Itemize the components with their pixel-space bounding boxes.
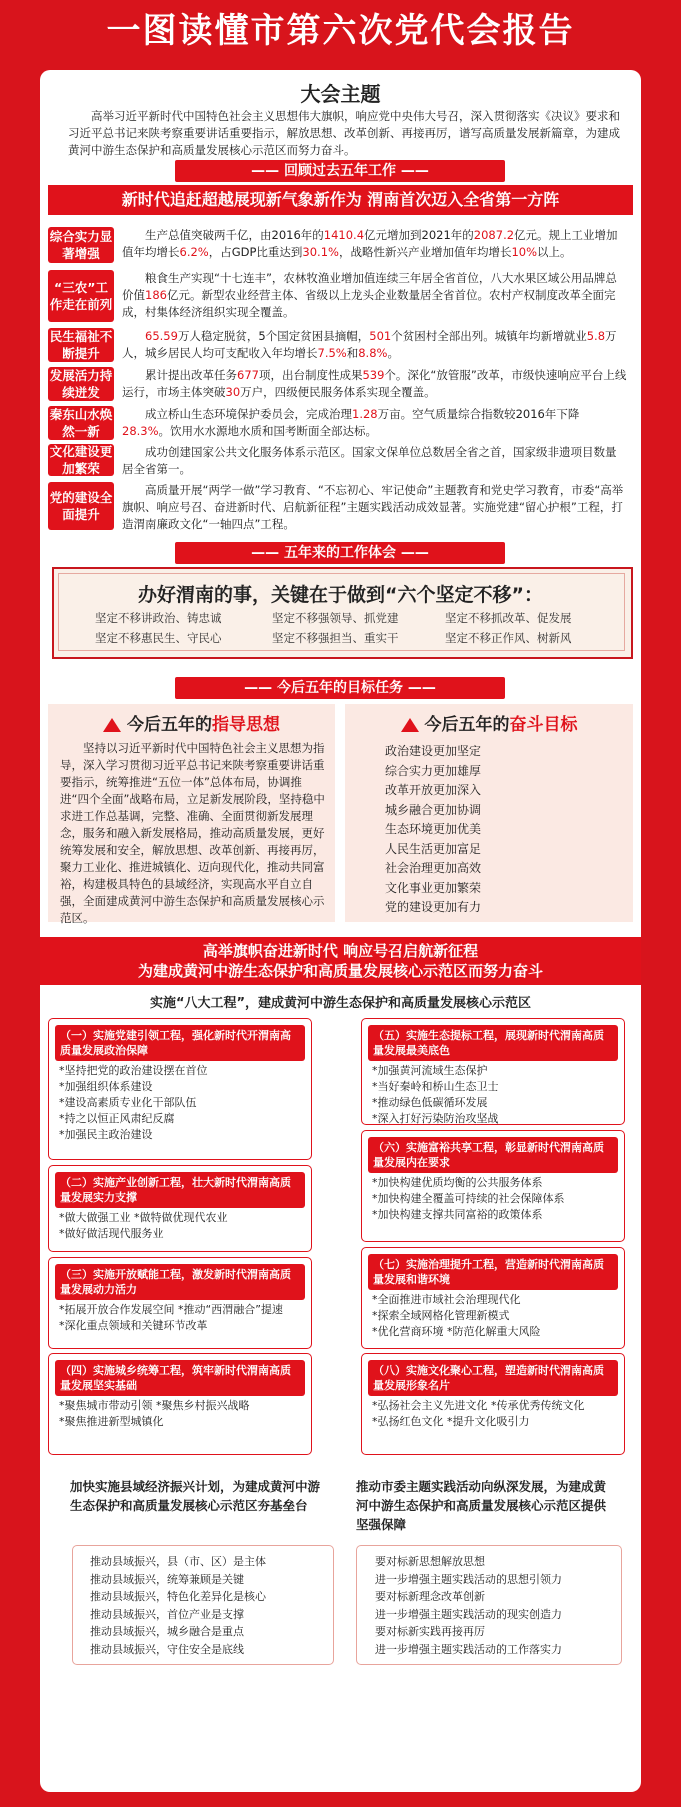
review-banner: 新时代追赶超越展现新气象新作为 渭南首次迈入全省第一方阵: [48, 185, 633, 215]
project-item: *做好做活现代服务业: [59, 1227, 164, 1240]
highlight-number: 539: [362, 368, 385, 382]
project-item: *推动绿色低碳循环发展: [372, 1096, 488, 1109]
theme-title: 大会主题: [300, 82, 381, 106]
project-item: *全面推进市域社会治理现代化: [372, 1293, 521, 1306]
project-item: *建设高素质专业化干部队伍: [59, 1096, 197, 1109]
highlight-number: 65.59: [145, 329, 178, 343]
guide-title: 今后五年的指导思想: [48, 710, 335, 735]
review-row-label: 文化建设更加繁荣: [49, 444, 113, 476]
highlight-number: 2087.2: [473, 228, 515, 242]
project-item: *持之以恒正风肃纪反腐: [59, 1112, 175, 1125]
review-row-text: 粮食生产实现“十七连丰”，农林牧渔业增加值连续三年居全省首位，八大水果区域公用品牌总价值186亿元。新型农业经营主体、省级以上龙头企业数量居全省首位。农村产权制度改革全面完成，村集体经济组织实现全覆盖。: [122, 271, 617, 319]
highlight-number: 7.5%: [317, 346, 347, 360]
project-item: *深入打好污染防治攻坚战: [372, 1112, 499, 1125]
review-row-text: 成立桥山生态环境保护委员会，完成治理1.28万亩。空气质量综合指数较2016年下降28.3%。饮用水水源地水质和国考断面全部达标。: [122, 407, 580, 438]
project-item: *聚焦推进新型城镇化: [59, 1415, 164, 1428]
project-card: [48, 1165, 312, 1252]
goal-item: 生态环境更加优美: [385, 822, 482, 836]
highlight-number: 501: [369, 329, 392, 343]
highlight-number: 5.8: [586, 329, 606, 343]
highlight-number: 8.8%: [358, 346, 388, 360]
experience-item: 坚定不移正作风、树新风: [445, 631, 572, 645]
highlight-number: 6.2%: [179, 245, 209, 259]
review-row-text: 成功创建国家公共文化服务体系示范区。国家文保单位总数居全省之首，国家级非遗项目数量居全省第一。: [122, 445, 617, 476]
review-row-text: 累计提出改革任务677项，出台制度性成果539个。深化“放管服”改革，市级快速响应平台上线运行，市场主体突破30万户，四级便民服务体系实现全覆盖。: [122, 368, 627, 399]
project-heading: （六）实施富裕共享工程，彰显新时代渭南高质量发展内在要求: [368, 1137, 618, 1173]
project-item: *做大做强工业 *做特做优现代农业: [59, 1211, 228, 1224]
review-row-label: 民生福祉不断提升: [49, 329, 113, 361]
goals-section-title: —— 今后五年的目标任务 ——: [175, 677, 505, 699]
goal-item: 综合实力更加雄厚: [385, 763, 482, 778]
goal-item: 文化事业更加繁荣: [385, 880, 482, 895]
project-items: [59, 1398, 305, 1430]
experience-item: 坚定不移强领导、抓党建: [272, 611, 399, 625]
review-row-label: “三农”工作走在前列: [48, 270, 114, 322]
project-item: *拓展开放合作发展空间 *推动“西渭融合”提速: [59, 1303, 283, 1316]
project-items: [59, 1210, 305, 1242]
project-item: *当好秦岭和桥山生态卫士: [372, 1080, 499, 1093]
project-item: *弘扬红色文化 *提升文化吸引力: [372, 1415, 530, 1428]
review-row-text: 生产总值突破两千亿，由2016年的1410.4亿元增加到2021年的2087.2亿元。规上工业增加值年均增长6.2%，占GDP比重达到30.1%，战略性新兴产业增加值年均增长10%以上。: [122, 228, 618, 259]
practice-item: 要对标新思想解放思想: [375, 1555, 485, 1568]
project-card: [361, 1353, 625, 1455]
goal-item: 城乡融合更加协调: [385, 802, 482, 817]
page-title: 一图读懂市第六次党代会报告: [106, 11, 575, 51]
goal-item: 党的建设更加有力: [385, 900, 482, 914]
county-item: 推动县域振兴，城乡融合是重点: [90, 1625, 244, 1638]
triangle-icon: [103, 718, 121, 732]
project-items: [372, 1292, 618, 1340]
project-item: *弘扬社会主义先进文化 *传承优秀传统文化: [372, 1399, 585, 1412]
project-heading: （一）实施党建引领工程，强化新时代开渭南高质量发展政治保障: [55, 1025, 305, 1061]
review-row-label: 发展活力持续迸发: [49, 368, 113, 400]
project-card: [361, 1130, 625, 1242]
slogan-banner: 高举旗帜奋进新时代 响应号召启航新征程 为建成黄河中游生态保护和高质量发展核心示范区而努力奋斗: [40, 937, 641, 985]
goal-item: 政治建设更加坚定: [385, 744, 482, 758]
project-item: *加快构建支撑共同富裕的政策体系: [372, 1208, 543, 1221]
project-item: *加强黄河流域生态保护: [372, 1064, 488, 1077]
county-item: 推动县域振兴，统筹兼顾是关键: [90, 1572, 244, 1586]
goal-title: 今后五年的奋斗目标: [345, 710, 633, 735]
guide-text: 坚持以习近平新时代中国特色社会主义思想为指导，深入学习贯彻习近平总书记来陕考察重要讲话重要指示，统筹推进“五位一体”总体布局，协调推进“四个全面”战略布局，立足新发展阶段，坚持稳中求进工作总基调，完整、准确、全面贯彻新发展理念，服务和融入新发展格局，推动高质量发展，更好统筹发展和安全，解放思想、改革创新、再接再厉，聚力工业化、推进城镇化、迈向现代化，推动共同富裕，构建极具特色的县域经济，实现高水平自立自强，全面建成黄河中游生态保护和高质量发展核心示范区。: [60, 741, 325, 925]
project-items: [59, 1063, 305, 1143]
practice-item: 进一步增强主题实践活动的工作落实力: [375, 1642, 562, 1656]
goal-item: 社会治理更加高效: [385, 861, 482, 875]
project-card: [48, 1353, 312, 1455]
project-item: *加快构建优质均衡的公共服务体系: [372, 1176, 543, 1189]
project-items: [372, 1398, 618, 1430]
practice-item: 进一步增强主题实践活动的思想引领力: [375, 1572, 562, 1586]
project-item: *优化营商环境 *防范化解重大风险: [372, 1325, 541, 1338]
project-card: [48, 1018, 312, 1160]
triangle-icon: [401, 718, 419, 732]
project-heading: （三）实施开放赋能工程，激发新时代渭南高质量发展动力活力: [55, 1264, 305, 1300]
project-item: *深化重点领域和关键环节改革: [59, 1319, 208, 1332]
highlight-number: 1.28: [352, 407, 378, 421]
theme-text: 高举习近平新时代中国特色社会主义思想伟大旗帜，响应党中央伟大号召，深入贯彻落实《决议》要求和习近平总书记来陕考察重要讲话重要指示，解放思想、改革创新、再接再厉，谱写高质量发展新篇章，为建成黄河中游生态保护和高质量发展核心示范区而努力奋斗。: [68, 109, 620, 157]
project-heading: （二）实施产业创新工程，壮大新时代渭南高质量发展实力支撑: [55, 1172, 305, 1208]
county-title: 加快实施县域经济振兴计划，为建成黄河中游生态保护和高质量发展核心示范区夯基垒台: [70, 1479, 321, 1513]
goal-item: 人民生活更加富足: [385, 841, 482, 856]
practice-title: 推动市委主题实践活动向纵深发展，为建成黄河中游生态保护和高质量发展核心示范区提供坚强保障: [356, 1479, 607, 1532]
project-heading: （七）实施治理提升工程，营造新时代渭南高质量发展和谐环境: [368, 1254, 618, 1290]
project-item: *加强组织体系建设: [59, 1080, 153, 1093]
highlight-number: 30.1%: [302, 245, 339, 259]
highlight-number: 186: [145, 288, 167, 302]
county-item: 推动县域振兴，守住安全是底线: [90, 1642, 244, 1656]
project-item: *坚持把党的政治建设摆在首位: [59, 1064, 208, 1077]
county-item: 推动县域振兴，特色化差异化是核心: [90, 1590, 266, 1603]
review-row-text: 65.59万人稳定脱贫，5个国定贫困县摘帽，501个贫困村全部出列。城镇年均新增就业5.8万人，城乡居民人均可支配收入年均增长7.5%和8.8%。: [122, 329, 617, 360]
project-card: [48, 1257, 312, 1349]
review-row-label: 党的建设全面提升: [48, 482, 114, 530]
review-section-title: —— 回顾过去五年工作 ——: [175, 160, 505, 182]
highlight-number: 30: [225, 385, 241, 399]
goal-item: 改革开放更加深入: [385, 783, 482, 797]
project-heading: （五）实施生态提标工程，展现新时代渭南高质量发展最美底色: [368, 1025, 618, 1061]
practice-item: 进一步增强主题实践活动的现实创造力: [375, 1607, 562, 1621]
project-card: [361, 1247, 625, 1349]
experience-section-title: —— 五年来的工作体会 ——: [175, 542, 505, 564]
highlight-number: 677: [237, 368, 259, 382]
county-item: 推动县域振兴，县（市、区）是主体: [90, 1555, 266, 1568]
highlight-number: 10%: [511, 245, 538, 259]
project-items: [372, 1063, 618, 1127]
project-items: [372, 1175, 618, 1223]
review-row-label: 秦东山水焕然一新: [49, 407, 113, 439]
project-items: [59, 1302, 305, 1334]
project-heading: （四）实施城乡统筹工程，筑牢新时代渭南高质量发展坚实基础: [55, 1360, 305, 1396]
project-item: *探索全域网格化管理新模式: [372, 1309, 510, 1322]
project-card: [361, 1018, 625, 1125]
experience-title: 办好渭南的事，关键在于做到“六个坚定不移”：: [138, 584, 543, 606]
review-row-label: 综合实力显著增强: [49, 229, 113, 261]
practice-item: 要对标新理念改革创新: [375, 1590, 485, 1603]
experience-item: 坚定不移强担当、重实干: [272, 631, 399, 645]
content-sheet: [40, 70, 641, 1792]
eight-projects-title: 实施“八大工程”，建成黄河中游生态保护和高质量发展核心示范区: [149, 996, 532, 1011]
highlight-number: 28.3%: [122, 424, 159, 438]
experience-item: 坚定不移抓改革、促发展: [445, 611, 572, 625]
project-item: *聚焦城市带动引领 *聚焦乡村振兴战略: [59, 1399, 250, 1412]
experience-item: 坚定不移讲政治、铸忠诚: [95, 611, 222, 625]
experience-item: 坚定不移惠民生、守民心: [95, 631, 222, 645]
project-item: *加快构建全覆盖可持续的社会保障体系: [372, 1192, 565, 1205]
practice-item: 要对标新实践再接再厉: [375, 1625, 485, 1638]
highlight-number: 1410.4: [323, 228, 365, 242]
review-row-text: 高质量开展“两学一做”学习教育、“不忘初心、牢记使命”主题教育和党史学习教育，市委“高举旗帜、响应号召、奋进新时代、启航新征程”主题实践活动成效显著。实施党建“留心护根”工程，打造渭南廉政文化“一轴四点”工程。: [122, 483, 624, 531]
project-item: *加强民主政治建设: [59, 1128, 153, 1141]
project-heading: （八）实施文化聚心工程，塑造新时代渭南高质量发展形象名片: [368, 1360, 618, 1396]
county-item: 推动县域振兴，首位产业是支撑: [90, 1607, 244, 1621]
